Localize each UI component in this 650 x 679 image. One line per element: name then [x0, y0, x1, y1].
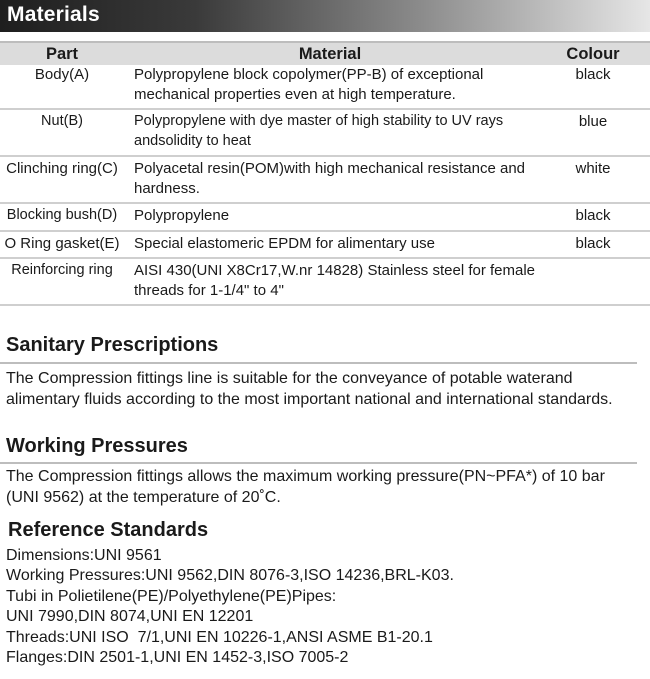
table-row [0, 65, 650, 109]
material-cell: Polypropylene block copolymer(PP-B) of exceptional mechanical properties even at high temperature. [124, 65, 536, 109]
colour-cell: white [536, 156, 650, 203]
colour-cell: black [536, 65, 650, 109]
material-cell: Special elastomeric EPDM for alimentary use [124, 231, 536, 259]
standards-heading: Reference Standards [8, 519, 209, 541]
standard-line: Threads:UNI ISO 7/1,UNI EN 10226-1,ANSI ASME B1-20.1 [6, 628, 433, 646]
section-divider [0, 462, 637, 464]
part-cell: Clinching ring(C) [0, 156, 124, 203]
table-row [0, 258, 650, 305]
standard-line: Tubi in Polietilene(PE)/Polyethylene(PE)Pipes: [6, 587, 337, 605]
sanitary-heading: Sanitary Prescriptions [6, 334, 219, 356]
standard-line: Dimensions:UNI 9561 [6, 547, 162, 564]
table-row [0, 203, 650, 231]
material-cell: Polyacetal resin(POM)with high mechanical resistance and hardness. [124, 156, 536, 203]
colour-cell [536, 258, 650, 305]
pressures-heading: Working Pressures [6, 435, 188, 457]
materials-banner [0, 0, 650, 32]
sanitary-text: The Compression fittings line is suitable for the conveyance of potable waterand alimentary fluids according to the most important national and international standards. [6, 370, 613, 408]
pressures-text: The Compression fittings allows the maximum working pressure(PN~PFA*) of 10 bar (UNI 9562) at the temperature of 20˚C. [6, 468, 605, 506]
materials-table [0, 41, 650, 306]
standards-list [6, 546, 454, 668]
section-divider [0, 362, 637, 364]
part-cell: Reinforcing ring [0, 258, 124, 305]
colour-cell: blue [536, 109, 650, 156]
part-cell: O Ring gasket(E) [0, 231, 124, 259]
part-cell: Nut(B) [0, 109, 124, 156]
standard-line: UNI 7990,DIN 8074,UNI EN 12201 [6, 608, 254, 626]
part-cell: Body(A) [0, 65, 124, 109]
header-part: Part [0, 42, 124, 65]
material-cell: AISI 430(UNI X8Cr17,W.nr 14828) Stainless steel for female threads for 1-1/4" to 4" [124, 258, 536, 305]
table-header-row [0, 42, 650, 65]
table-row [0, 109, 650, 156]
table-row [0, 156, 650, 203]
standard-line: Flanges:DIN 2501-1,UNI EN 1452-3,ISO 7005-2 [6, 649, 349, 667]
table-row [0, 231, 650, 259]
header-colour: Colour [536, 42, 650, 65]
part-cell: Blocking bush(D) [0, 203, 124, 231]
colour-cell: black [536, 203, 650, 231]
material-cell: Polypropylene with dye master of high stability to UV rays andsolidity to heat [124, 109, 536, 156]
colour-cell: black [536, 231, 650, 259]
materials-title: Materials [7, 3, 100, 26]
header-material: Material [124, 42, 536, 65]
standard-line: Working Pressures:UNI 9562,DIN 8076-3,ISO 14236,BRL-K03. [6, 567, 454, 585]
material-cell: Polypropylene [124, 203, 536, 231]
